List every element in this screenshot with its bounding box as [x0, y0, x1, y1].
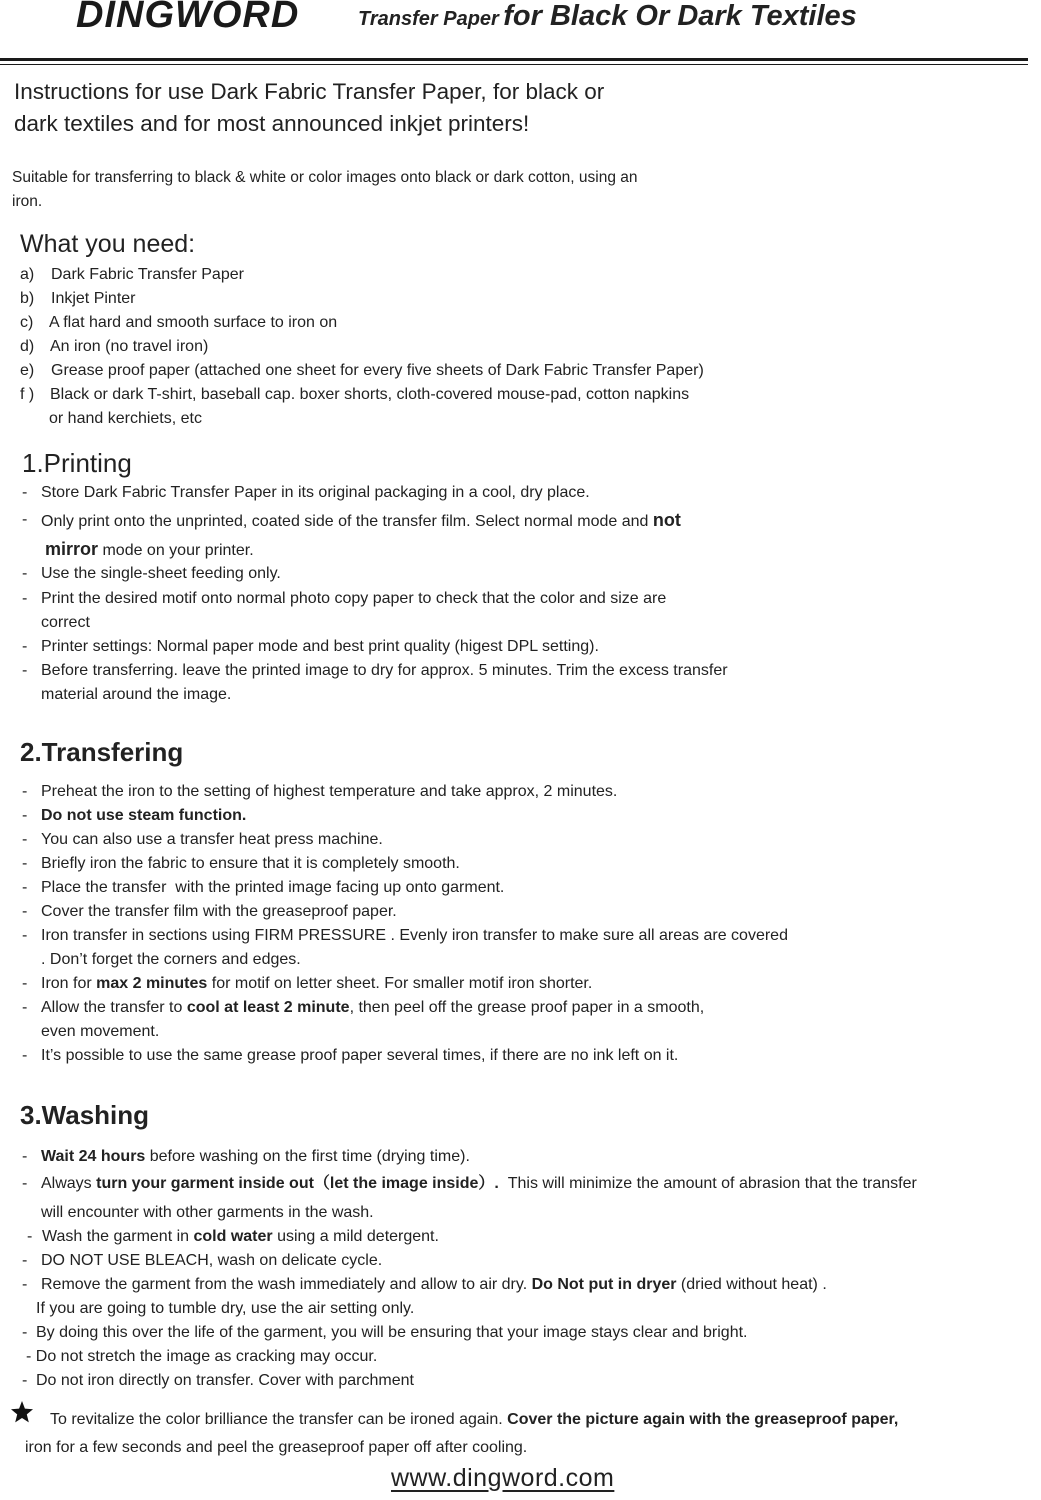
transfer-step: - It’s possible to use the same grease proof paper several times, if there are no ink left on it. [22, 1047, 679, 1064]
section-title-transfering: 2.Transfering [20, 737, 184, 767]
header-rule-thin [0, 64, 1028, 65]
printing-step: - Before transferring. leave the printed image to dry for approx. 5 minutes. Trim the excess transfer [22, 662, 728, 679]
need-item [20, 383, 690, 407]
website-link[interactable]: www.dingword.com [391, 1464, 615, 1492]
need-item [20, 287, 136, 311]
transfer-step: - Allow the transfer to cool at least 2 minute, then peel off the grease proof paper in a smooth, [22, 999, 705, 1016]
printing-step-continued: correct [41, 614, 90, 631]
washing-step: - Wait 24 hours before washing on the first time (drying time). [22, 1148, 470, 1165]
washing-step-continued: If you are going to tumble dry, use the air setting only. [36, 1300, 415, 1317]
section-title-printing: 1.Printing [22, 448, 132, 478]
list-text: An iron (no travel iron) [50, 338, 209, 355]
printing-step: - Use the single-sheet feeding only. [22, 565, 281, 582]
transfer-step: - Do not use steam function. [22, 807, 247, 824]
printing-step: - Only print onto the unprinted, coated side of the transfer film. Select normal mode and not [22, 510, 681, 530]
brand-logo: DINGWORD [76, 0, 300, 36]
intro-line: Instructions for use Dark Fabric Transfer Paper, for black or [14, 79, 605, 104]
need-item-continued: or hand kerchiets, etc [49, 410, 202, 427]
printing-step-continued: mirror mode on your printer. [45, 539, 254, 559]
list-marker: c) [20, 314, 34, 331]
need-item [20, 263, 244, 287]
list-text: Grease proof paper (attached one sheet for every five sheets of Dark Fabric Transfer Paper) [51, 362, 704, 379]
section-title-washing: 3.Washing [20, 1100, 150, 1130]
need-title: What you need: [20, 230, 196, 258]
list-text: Dark Fabric Transfer Paper [51, 266, 244, 283]
transfer-step: - You can also use a transfer heat press machine. [22, 831, 383, 848]
washing-step: - DO NOT USE BLEACH, wash on delicate cycle. [22, 1252, 383, 1269]
suitable-line: iron. [12, 193, 43, 210]
transfer-step: - Cover the transfer film with the greaseproof paper. [22, 903, 397, 920]
suitable-text [12, 166, 638, 214]
list-marker: f ) [20, 386, 35, 403]
list-marker: a) [20, 266, 35, 283]
header-subtitle [358, 0, 857, 33]
need-item [20, 335, 209, 359]
washing-step-continued: will encounter with other garments in the wash. [41, 1204, 374, 1221]
subtitle-small: Transfer Paper [358, 8, 499, 30]
header-rule-thick [0, 58, 1028, 61]
tip-line: To revitalize the color brilliance the transfer can be ironed again. Cover the picture again with the greaseproof paper, [50, 1411, 899, 1428]
washing-step: - Always turn your garment inside out（let the image inside）. This will minimize the amount of abrasion that the transfer [22, 1175, 917, 1192]
need-item [20, 311, 338, 335]
transfer-step: - Briefly iron the fabric to ensure that it is completely smooth. [22, 855, 460, 872]
intro-heading [14, 76, 604, 140]
washing-step: - Do not iron directly on transfer. Cover with parchment [22, 1372, 414, 1389]
suitable-line: Suitable for transferring to black & white or color images onto black or dark cotton, using an [12, 169, 638, 186]
transfer-step-continued: . Don’t forget the corners and edges. [41, 951, 301, 968]
washing-step: - By doing this over the life of the garment, you will be ensuring that your image stays clear and bright. [22, 1324, 748, 1341]
transfer-step-continued: even movement. [41, 1023, 160, 1040]
need-item [20, 359, 704, 383]
list-text: Inkjet Pinter [51, 290, 136, 307]
transfer-step: - Iron transfer in sections using FIRM PRESSURE . Evenly iron transfer to make sure all areas are covered [22, 927, 788, 944]
printing-step-continued: material around the image. [41, 686, 232, 703]
tip-line-continued: iron for a few seconds and peel the greaseproof paper off after cooling. [25, 1439, 528, 1456]
washing-step: - Remove the garment from the wash immediately and allow to air dry. Do Not put in dryer (dried without heat) . [22, 1276, 827, 1293]
list-marker: d) [20, 338, 35, 355]
printing-step: - Print the desired motif onto normal photo copy paper to check that the color and size are [22, 590, 667, 607]
list-marker: b) [20, 290, 35, 307]
subtitle-big: for Black Or Dark Textiles [503, 0, 857, 32]
intro-line: dark textiles and for most announced inkjet printers! [14, 111, 530, 136]
transfer-step: - Preheat the iron to the setting of highest temperature and take approx, 2 minutes. [22, 783, 618, 800]
list-text: A flat hard and smooth surface to iron on [49, 314, 338, 331]
transfer-step: - Iron for max 2 minutes for motif on letter sheet. For smaller motif iron shorter. [22, 975, 593, 992]
printing-step: - Store Dark Fabric Transfer Paper in its original packaging in a cool, dry place. [22, 484, 590, 501]
washing-step: - Do not stretch the image as cracking may occur. [26, 1348, 378, 1365]
list-text: Black or dark T-shirt, baseball cap. boxer shorts, cloth-covered mouse-pad, cotton napkins [50, 386, 690, 403]
washing-step: - Wash the garment in cold water using a mild detergent. [27, 1228, 439, 1245]
star-icon [10, 1400, 34, 1424]
printing-step: - Printer settings: Normal paper mode and best print quality (higest DPL setting). [22, 638, 599, 655]
transfer-step: - Place the transfer with the printed image facing up onto garment. [22, 879, 505, 896]
list-marker: e) [20, 362, 35, 379]
